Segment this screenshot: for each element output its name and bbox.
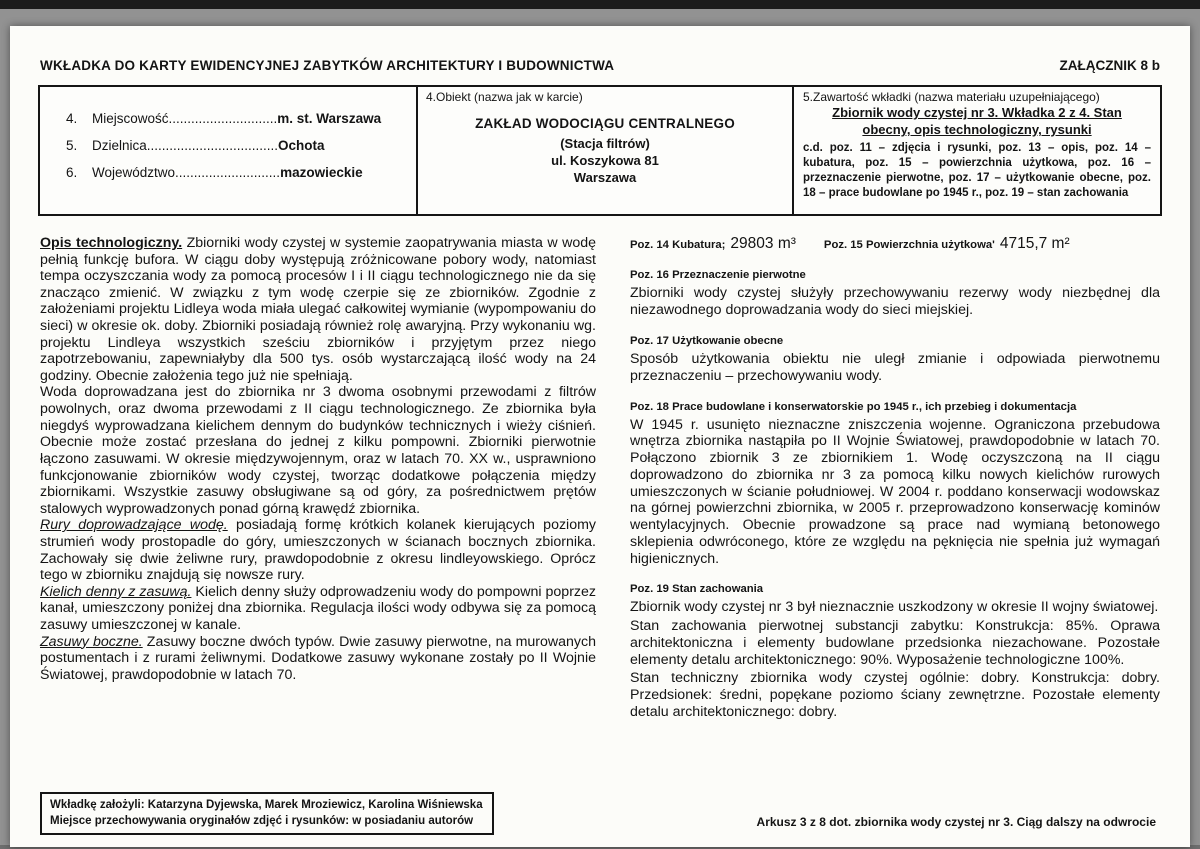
contents-details: c.d. poz. 11 – zdjęcia i rysunki, poz. 13 – opis, poz. 14 – kubatura, poz. 15 – powierzchnia użytkowa, poz. 16 – przeznaczenie pierwotne, poz. 17 – użytkowanie obecne, poz. 18 – prace budowlane po 1945 r., poz. 19 – stan zachowania — [803, 142, 1151, 199]
location-row-miejscowosc — [66, 111, 408, 126]
paragraph-lead: Kielich denny z zasuwą. — [40, 583, 192, 600]
section-heading: Poz. 17 Użytkowanie obecne — [630, 334, 784, 347]
location-value: Ochota — [278, 138, 325, 153]
founders-line: Wkładkę założyli: Katarzyna Dyjewska, Marek Mroziewicz, Karolina Wiśniewska — [50, 798, 483, 811]
paragraph-lead: Rury doprowadzające wodę. — [40, 517, 228, 534]
paragraph-rury — [40, 517, 596, 583]
storage-line: Miejsce przechowywania oryginałów zdjęć i rysunków: w posiadaniu autorów — [50, 814, 474, 827]
paragraph-lead: Opis technologiczny. — [40, 235, 183, 251]
document-title: WKŁADKA DO KARTY EWIDENCYJNEJ ZABYTKÓW ARCHITEKTURY I BUDOWNICTWA — [40, 58, 615, 73]
paragraph-text: posiadają formę krótkich kolanek kierujących poziomy strumień wody prostopadle do góry, umieszczonych w ścianach bocznych zbiornika. Zachowały się dwie żeliwne rury, prawdopodobnie z okresu lindleyowskiego. Oprócz tego w zbiorniku znajdują się nowsze rury. — [40, 517, 597, 584]
location-row-wojewodztwo — [66, 165, 408, 180]
section-poz17 — [630, 334, 1160, 385]
location-number: 5. — [66, 138, 78, 153]
object-cell-header: 4.Obiekt (nazwa jak w karcie) — [426, 90, 583, 104]
info-table — [38, 85, 1162, 216]
location-label: Dzielnica................................... — [92, 138, 279, 153]
paragraph-kielich — [40, 584, 596, 634]
annex-label: ZAŁĄCZNIK 8 b — [1059, 58, 1160, 73]
section-poz16 — [630, 268, 1160, 319]
paragraph-text: Zbiorniki wody czystej w systemie zaopatrywania miasta w wodę pełnią funkcję bufora. W ciągu doby występują zróżnicowane pobory wody, natomiast tempa oczyszczania wody za pomocą procesów I i II ciągu technologicznego nie da się znacząco zmienić. W związku z tym wodę czerpie się ze zbiorników. Zgodnie z założeniami projektu Lidleya woda miała ulegać całkowitej wymianie (wypompowaniu do sieci) w okresie ok. doby. Zbiorniki posiadają również rolę awaryjną. Przy wykonaniu wg. projektu Lindleya wszystkich sześciu zbiorników i przyjętym przez niego zapotrzebowaniu, zapewniałyby dla 500 tys. osób wystarczającą ilość wody na 24 godziny. Obecnie założenia tego już nie spełniają. — [40, 235, 596, 384]
section-heading: Poz. 18 Prace budowlane i konserwatorskie po 1945 r., ich przebieg i dokumentacja — [630, 400, 1077, 413]
section-poz19 — [630, 582, 1160, 720]
section-heading: Poz. 19 Stan zachowania — [630, 583, 764, 596]
founders-box — [40, 792, 494, 835]
location-cell — [40, 87, 416, 214]
scan-top-edge — [0, 0, 1200, 9]
location-value: m. st. Warszawa — [277, 111, 382, 126]
kubatura-label: Poz. 14 Kubatura; — [630, 239, 726, 251]
kubatura-value: 29803 m³ — [730, 235, 796, 252]
paragraph-lead: Zasuwy boczne. — [40, 633, 143, 650]
powierzchnia-value: 4715,7 m² — [999, 235, 1070, 252]
section-body: Zbiorniki wody czystej służyły przechowywaniu rezerwy wody niezbędnej dla niezawodnego doprowadzania wody do sieci miejskiej. — [630, 285, 1160, 319]
powierzchnia-label: Poz. 15 Powierzchnia użytkowa' — [823, 239, 995, 251]
contents-cell-header: 5.Zawartość wkładki (nazwa materiału uzupełniającego) — [803, 90, 1100, 104]
section-heading: Poz. 16 Przeznaczenie pierwotne — [630, 269, 806, 282]
location-row-dzielnica — [66, 138, 408, 153]
contents-subject: Zbiornik wody czystej nr 3. Wkładka 2 z 4. Stan obecny, opis technologiczny, rysunki — [832, 105, 1122, 138]
right-text-column — [630, 235, 1160, 721]
document-header — [10, 26, 1190, 81]
scanned-document-page — [10, 26, 1190, 847]
section-body: Zbiornik wody czystej nr 3 był nieznacznie uszkodzony w okresie II wojny światowej. — [630, 599, 1159, 616]
location-label: Województwo............................ — [92, 165, 281, 180]
location-number: 4. — [66, 111, 78, 126]
location-label: Miejscowość............................. — [92, 111, 278, 126]
sheet-note: Arkusz 3 z 8 dot. zbiornika wody czystej nr 3. Ciąg dalszy na odwrocie — [756, 815, 1156, 829]
paragraph-text: Kielich denny służy odprowadzeniu wody do pompowni poprzez kanał, umieszczony poniżej dna zbiornika. Regulacja ilości wody odbywa się za pomocą zasuwy umieszczonej w kanale. — [40, 583, 597, 634]
metrics-row — [630, 235, 1160, 253]
location-value: mazowieckie — [280, 165, 363, 180]
section-poz18 — [630, 400, 1160, 568]
object-cell — [416, 87, 794, 214]
section-body: Stan zachowania pierwotnej substancji zabytku: Konstrukcja: 85%. Oprawa architektoniczna i elementy budowlane przedsionka niezachowane. Pozostałe elementy detalu architektonicznego: 90%. Wyposażenie technologiczne 100%. — [630, 618, 1160, 668]
object-city: Warszawa — [573, 170, 637, 186]
paragraph-opis-technologiczny — [40, 235, 596, 384]
document-body — [10, 216, 1190, 721]
section-body: W 1945 r. usunięto nieznaczne zniszczenia wojenne. Ograniczona przebudowa wnętrza zbiornika nastąpiła po II Wojnie Światowej, prawdopodobnie w latach 70. Połączono zbiornik 3 ze zbiornikiem 1. Wodę oczyszczoną na II ciągu doprowadzono do zbiornika nr 3 za pomocą kilku nowych kielichów rurowych umieszczonych w ścianie południowej. W 2004 r. poddano konserwacji wodowskaz na górnej powierzchni zbiornika, w 2005 r. przeprowadzono konserwację kominów wentylacyjnych. Obecnie prowadzone są prace nad wymianą betonowego sklepienia odwróconego, które ze względu na pęknięcia nie spełnia już wymagań higienicznych. — [630, 416, 1160, 567]
paragraph-woda-doprowadzana — [40, 384, 596, 517]
section-body: Stan techniczny zbiornika wody czystej ogólnie: dobry. Konstrukcja: dobry. Przedsionek: średni, popękane poziomo ściany zewnętrzne. Pozostałe elementy detalu architektonicznego: dobry. — [630, 670, 1160, 720]
contents-cell — [794, 87, 1160, 214]
paragraph-text: Woda doprowadzana jest do zbiornika nr 3 dwoma osobnymi przewodami z filtrów powolnych, oraz dwoma przewodami z II ciągu technologicznego. Ze zbiornika była niegdyś wyprowadzana kielichem dennym do budynków technicznych i wieży ciśnień. Obecnie może zostać przesłana do jednej z kilku pompowni. Zbiorniki pierwotnie łączono zasuwami. W okresie międzywojennym, oraz w latach 70. XX w., usprawniono funkcjonowanie zbiorników wody czystej, tworząc dodatkowe połączenia między zbiornikami. Wszystkie zasuwy obsługiwane są od góry, za pośrednictwem prętów stalowych wyprowadzonych ponad górną krawędź zbiornika. — [40, 384, 596, 517]
object-subname: (Stacja filtrów) — [560, 136, 650, 152]
paragraph-text: Zasuwy boczne dwóch typów. Dwie zasuwy pierwotne, na murowanych postumentach i z rurami żeliwnymi. Dodatkowe zasuwy wykonane zostały po II Wojnie Światowej, prawdopodobnie w latach 70. — [40, 633, 596, 683]
section-body: Sposób użytkowania obiektu nie uległ zmianie i odpowiada pierwotnemu przeznaczeniu – przechowywaniu wody. — [630, 351, 1160, 384]
left-text-column — [40, 235, 596, 721]
object-name: ZAKŁAD WODOCIĄGU CENTRALNEGO — [475, 116, 735, 132]
location-number: 6. — [66, 165, 78, 180]
object-name-block — [426, 116, 784, 187]
object-street: ul. Koszykowa 81 — [551, 153, 659, 169]
paragraph-zasuwy — [40, 634, 596, 684]
